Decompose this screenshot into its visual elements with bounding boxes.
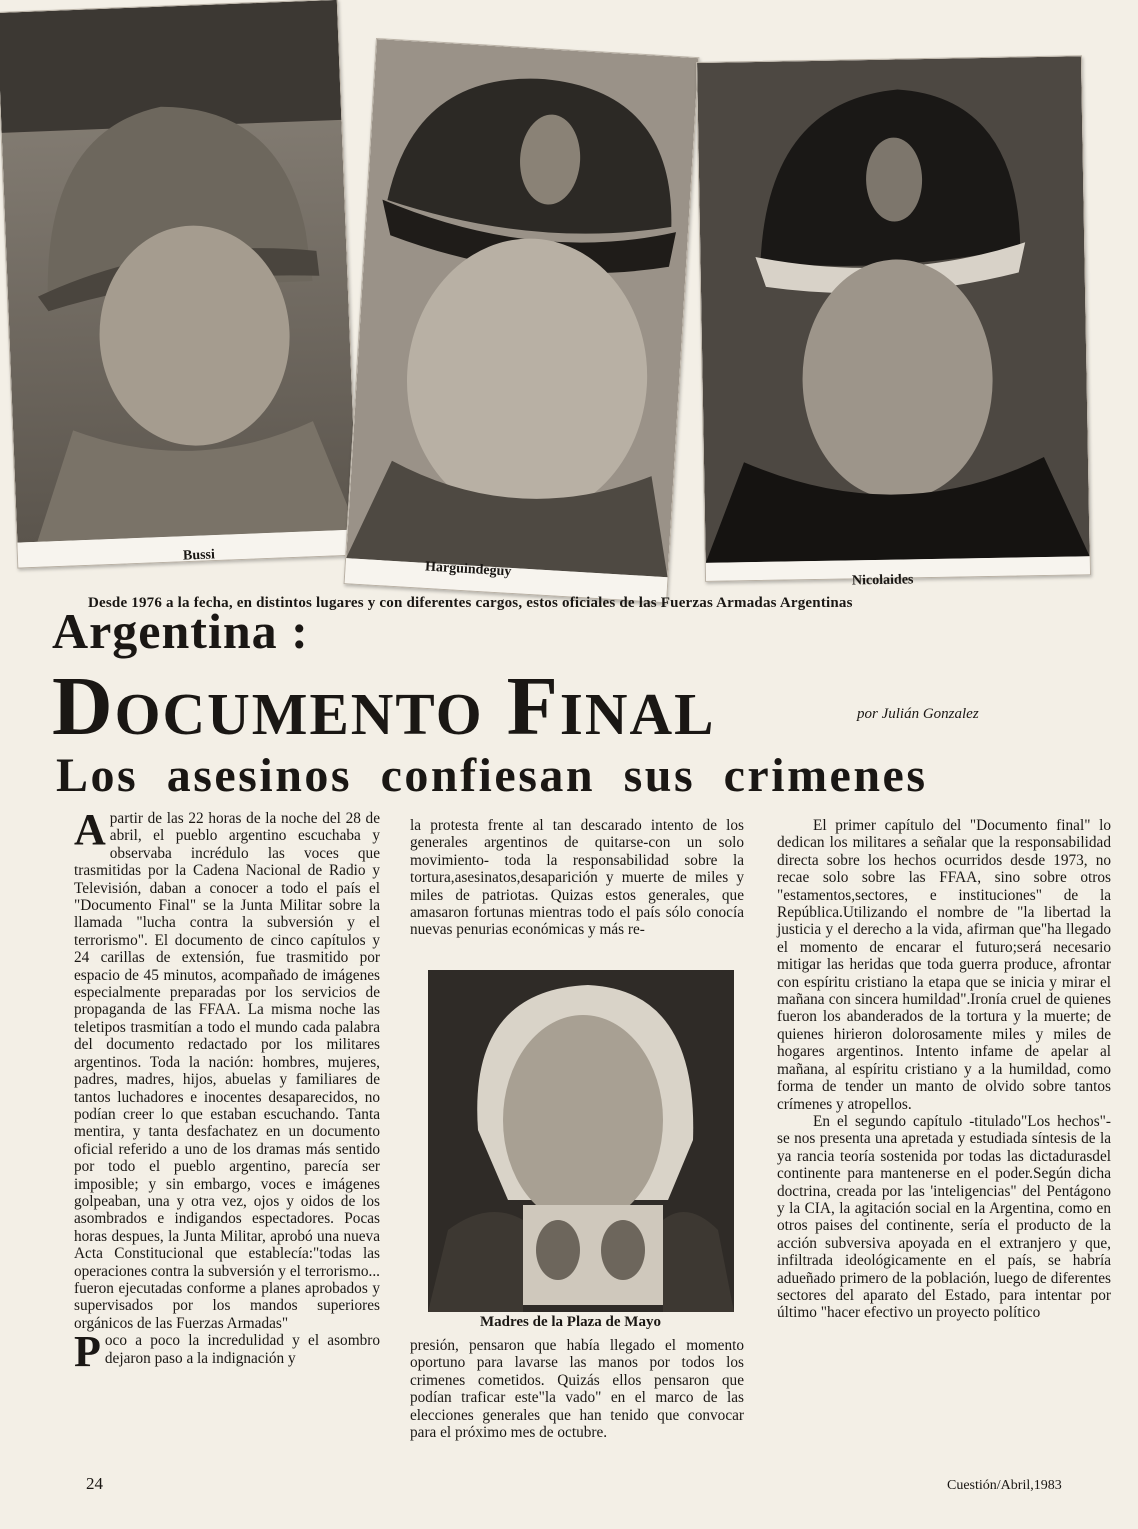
kicker: Argentina :: [52, 603, 309, 659]
photo-nicolaides-image: [697, 56, 1090, 581]
page-title: Documento Final: [52, 660, 716, 753]
column-3: [777, 817, 1111, 1322]
col1-paragraph-2: [74, 1327, 380, 1377]
dropcap-p: P: [74, 1327, 101, 1377]
photo-bussi-image: [0, 0, 358, 568]
photo-madres-image: [428, 970, 734, 1312]
col1-text-2: oco a poco la incredulidad y el asombro dejaron paso a la indignación y: [104, 1332, 380, 1367]
column-1: [74, 805, 380, 1377]
dropcap-a: A: [74, 805, 106, 854]
column-2-bottom: [410, 1337, 744, 1441]
photo-bussi: [0, 0, 359, 569]
photo-strip-caption: Desde 1976 a la fecha, en distintos lugares y con diferentes cargos, estos oficiales de las Fuerzas Armadas Argentinas: [88, 595, 853, 611]
photo-harguindeguy-image: [345, 39, 699, 602]
footer-issue: Cuestión/Abril,1983: [947, 1478, 1062, 1493]
col2-paragraph-1: la protesta frente al tan descarado intento de los generales argentinos de quitarse-con un solo movimiento- toda la responsabilidad sobre la tortura,asesinatos,desaparición y muerte de miles y miles de patriotas. Quizas estos generales, que amasaron fortunas mientras todo el país sólo conocía nuevas penurias económicas y más re-: [410, 817, 744, 939]
caption-madres: Madres de la Plaza de Mayo: [480, 1314, 661, 1330]
photo-nicolaides: [696, 55, 1091, 582]
col1-text-1: partir de las 22 horas de la noche del 28 de abril, el pueblo argentino escuchaba y observaba incrédulo las voces que trasmitidas por la Cadena Nacional de Radio y Televisión, daban a conocer a todo el país el "Documento Final" se la Junta Militar sobre la llamada "lucha contra la subversión y el terrorismo". El documento de cinco capítulos y 24 carillas de extensión, fue trasmitido por espacio de 45 minutos, acompañado de imágenes especialmente preparadas por los servicios de propaganda de las FFAA. La misma noche las teletipos trasmitían a todo el mundo cada palabra del documento redactado por los militares argentinos. Toda la nación: hombres, mujeres, padres, madres, hijos, abuelas y familiares de tantos luchadores e inocentes desaparecidos, no podían creer lo que estaban escuchando. Tanta mentira, y tanta desfachatez en un documento oficial referido a uno de los dramas más sentido por todo el pueblo argentino, parecía ser imposible; y sin embargo, voces e imágenes golpeaban, una y otra vez, ojos y oidos de los asombrados e indigandos espectadores. Pocas horas despues, la Junta Militar, aprobó una nueva Acta Constitucional que establecía:"todas las operaciones contra la subversión y el terrorismo... fueron ejecutadas conforme a planes aprobados y supervisados por los mandos superiores orgánicos de las Fuerzas Armadas": [74, 810, 380, 1332]
page-number: 24: [86, 1474, 103, 1493]
col1-paragraph-1: [74, 805, 380, 1332]
col3-paragraph-1: El primer capítulo del "Documento final" lo dedican los militares a señalar que la responsabilidad directa sobre los hechos ocurridos desde 1973, no recae solo sobre las FFAA, sino sobre otros "estamentos,sectores, e instituciones" de la República.Utilizando el nombre de "la libertad la justicia y el derecho a la vida, afirman que"ha llegado el momento de encarar el futuro;será necesario mitigar las heridas que toda guerra produce, afrontar con espíritu cristiano la etapa que se inicia y mirar el mañana con sincera humildad".Ironía cruel de quienes fueron los abanderados de la tortura y la muerte; de quienes hirieron dolorosamente miles y miles de hogares argentinos. Intento infame de apelar al mañana, al espíritu cristiano y a la humildad, como forma de tender un manto de olvido sobre tantos crímenes y atropellos.: [777, 817, 1111, 1113]
photo-harguindeguy: [344, 38, 700, 603]
caption-bussi: Bussi: [182, 547, 216, 564]
subtitle: Los asesinos confiesan sus crimenes: [56, 749, 928, 802]
col3-paragraph-2: En el segundo capítulo -titulado"Los hechos"- se nos presenta una apretada y estudiada síntesis de la ya rancia teoría sostenida por todas las dictadurasdel continente para mantenerse en el poder.Según dicha doctrina, creada por las 'inteligencias" del Pentágono y la CIA, la agitación social en la Argentina, como en otros paises del continente, sería el producto de la acción subversiva apoyada en el extranjero y que, infiltrada ideológicamente en el país, se habría adueñado primero de la población, luego de diferentes sectores del aparato del Estado, para intentar por último "hacer efectivo un proyecto político: [777, 1112, 1111, 1322]
col2-paragraph-2: presión, pensaron que había llegado el momento oportuno para lavarse las manos por todos los crimenes cometidos. Quizás ellos pensaron que podían traficar este"la vado" en el marco de las elecciones generales que han tenido que convocar para el próximo mes de octubre.: [410, 1337, 744, 1442]
caption-harguindeguy: Harguindeguy: [424, 559, 512, 580]
photo-madres: [428, 970, 734, 1312]
byline: por Julián Gonzalez: [857, 706, 979, 722]
column-2-top: [410, 817, 744, 939]
caption-nicolaides: Nicolaides: [851, 572, 914, 589]
